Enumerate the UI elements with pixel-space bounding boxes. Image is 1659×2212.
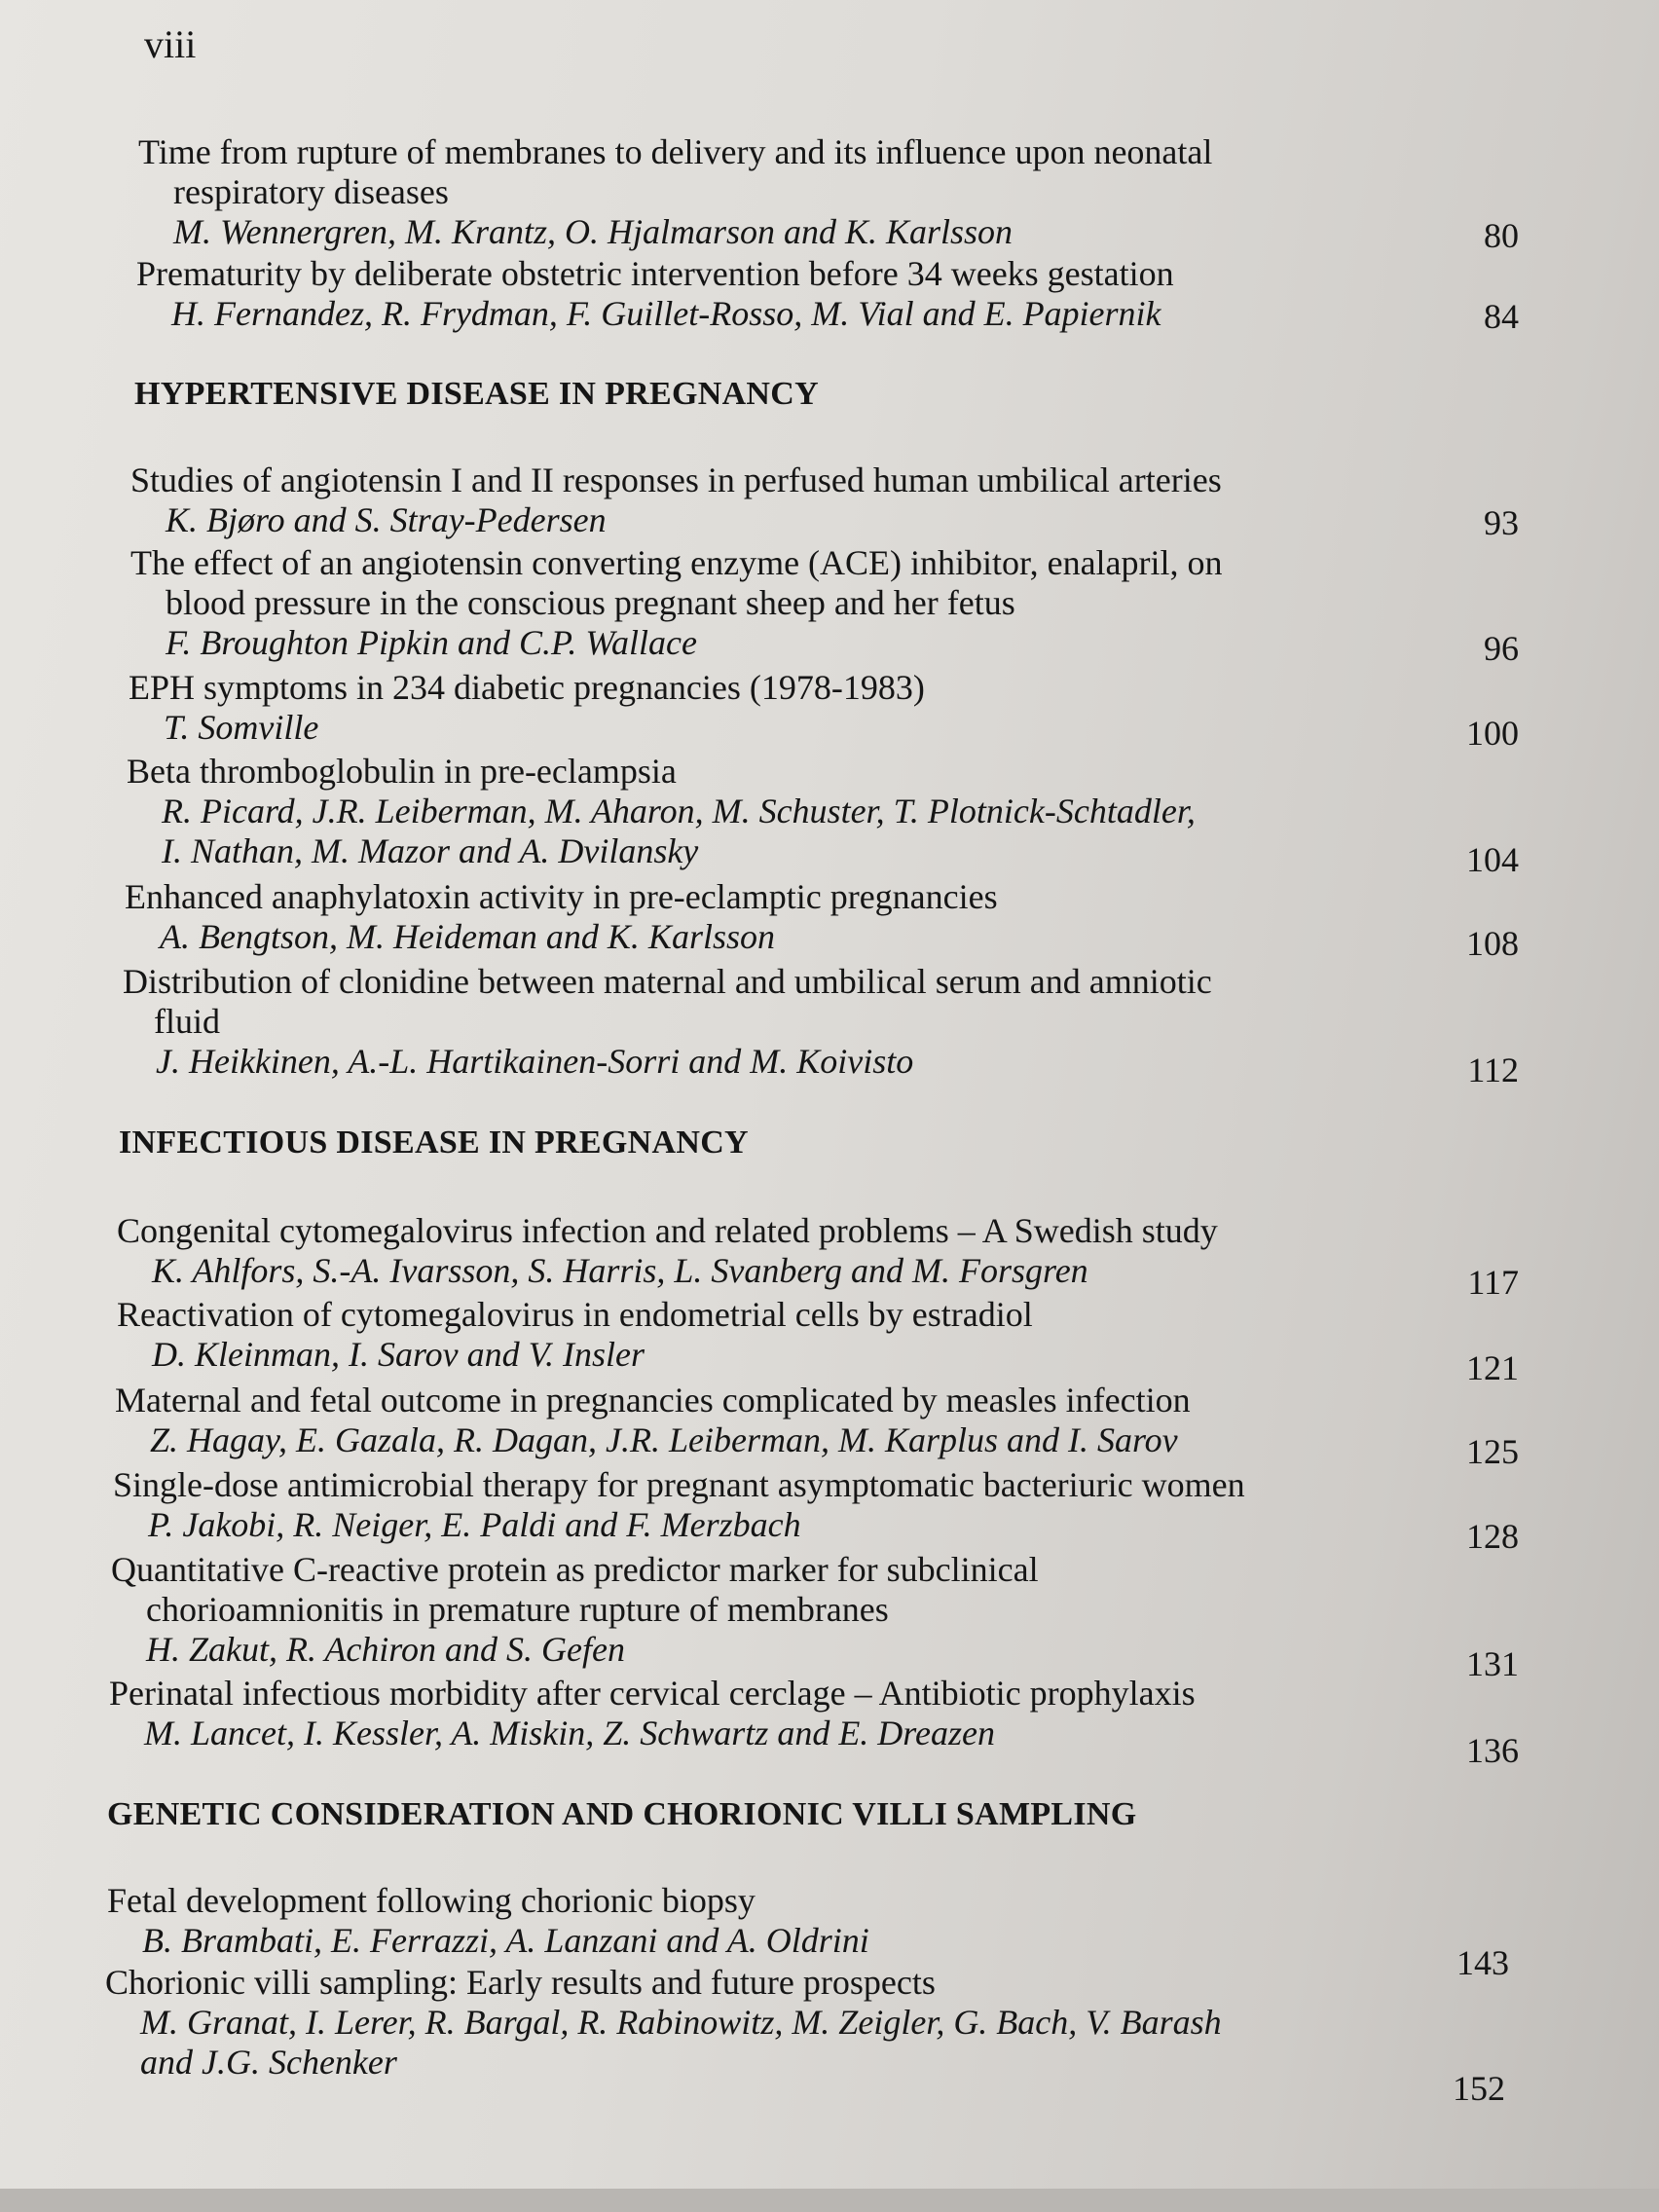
entry-title: Distribution of clonidine between maternal and umbilical serum and amniotic fluid: [123, 962, 1212, 1041]
section-heading: INFECTIOUS DISEASE IN PREGNANCY: [119, 1124, 749, 1161]
page-bottom-edge: [0, 2189, 1659, 2212]
toc-entry: [123, 962, 1212, 1082]
toc-entry: [130, 461, 1222, 540]
entry-page-number: 143: [1456, 1943, 1509, 1982]
entry-title: Time from rupture of membranes to delivery and its influence upon neonatal respiratory diseases: [138, 132, 1213, 211]
entry-authors: K. Ahlfors, S.-A. Ivarsson, S. Harris, L. Svanberg and M. Forsgren: [152, 1251, 1088, 1290]
entry-authors: H. Fernandez, R. Frydman, F. Guillet-Rosso, M. Vial and E. Papiernik: [171, 294, 1161, 333]
entry-title: Fetal development following chorionic biopsy: [107, 1881, 756, 1920]
entry-page-number: 112: [1467, 1051, 1519, 1089]
entry-page-number: 104: [1466, 840, 1519, 879]
entry-title: Congenital cytomegalovirus infection and related problems – A Swedish study: [117, 1211, 1218, 1250]
entry-page-number: 96: [1484, 629, 1519, 668]
entry-page-number: 108: [1466, 924, 1519, 963]
entry-title: Maternal and fetal outcome in pregnancies complicated by measles infection: [115, 1381, 1191, 1419]
entry-authors: T. Somville: [164, 708, 319, 747]
entry-authors: A. Bengtson, M. Heideman and K. Karlsson: [160, 917, 775, 956]
entry-title: Prematurity by deliberate obstetric intervention before 34 weeks gestation: [136, 254, 1174, 293]
entry-title: The effect of an angiotensin converting enzyme (ACE) inhibitor, enalapril, on blood pressure in the conscious pregnant sheep and her fetus: [130, 543, 1223, 622]
toc-entry: [136, 254, 1174, 334]
entry-page-number: 125: [1466, 1432, 1519, 1471]
entry-page-number: 131: [1466, 1644, 1519, 1683]
entry-page-number: 93: [1484, 503, 1519, 542]
entry-title: Reactivation of cytomegalovirus in endometrial cells by estradiol: [117, 1295, 1033, 1334]
toc-entry: [117, 1295, 1033, 1375]
entry-page-number: 100: [1466, 714, 1519, 753]
entry-page-number: 121: [1466, 1348, 1519, 1387]
entry-authors: M. Lancet, I. Kessler, A. Miskin, Z. Schwartz and E. Dreazen: [144, 1714, 995, 1752]
toc-entry: [127, 752, 1196, 871]
entry-authors: Z. Hagay, E. Gazala, R. Dagan, J.R. Leiberman, M. Karplus and I. Sarov: [150, 1420, 1178, 1459]
entry-title: EPH symptoms in 234 diabetic pregnancies (1978-1983): [129, 668, 925, 707]
entry-title: Enhanced anaphylatoxin activity in pre-eclamptic pregnancies: [125, 877, 998, 916]
entry-page-number: 152: [1453, 2069, 1505, 2108]
entry-page-number: 128: [1466, 1517, 1519, 1556]
entry-authors: D. Kleinman, I. Sarov and V. Insler: [152, 1335, 645, 1374]
entry-authors: B. Brambati, E. Ferrazzi, A. Lanzani and A. Oldrini: [142, 1921, 869, 1960]
toc-entry: [125, 877, 998, 957]
toc-entry: [113, 1465, 1245, 1545]
entry-authors: M. Wennergren, M. Krantz, O. Hjalmarson and K. Karlsson: [173, 212, 1014, 251]
entry-page-number: 117: [1467, 1263, 1519, 1302]
toc-entry: [107, 1881, 869, 1961]
entry-title: Studies of angiotensin I and II responses in perfused human umbilical arteries: [130, 461, 1222, 499]
entry-page-number: 136: [1466, 1731, 1519, 1770]
toc-entry: [130, 543, 1223, 663]
toc-entry: [115, 1381, 1191, 1460]
toc-entry: [138, 132, 1212, 252]
entry-authors: K. Bjøro and S. Stray-Pedersen: [166, 500, 607, 539]
entry-page-number: 80: [1484, 216, 1519, 255]
toc-entry: [111, 1550, 1039, 1670]
entry-title: Perinatal infectious morbidity after cervical cerclage – Antibiotic prophylaxis: [109, 1674, 1196, 1713]
entry-title: Quantitative C-reactive protein as predictor marker for subclinical chorioamnionitis in premature rupture of membranes: [111, 1550, 1039, 1629]
entry-title: Single-dose antimicrobial therapy for pregnant asymptomatic bacteriuric women: [113, 1465, 1245, 1504]
entry-authors: J. Heikkinen, A.-L. Hartikainen-Sorri and M. Koivisto: [156, 1042, 914, 1081]
page-number: viii: [144, 22, 197, 66]
entry-title: Chorionic villi sampling: Early results and future prospects: [105, 1963, 936, 2002]
entry-authors: F. Broughton Pipkin and C.P. Wallace: [166, 623, 697, 662]
toc-entry: [129, 668, 925, 748]
entry-authors: R. Picard, J.R. Leiberman, M. Aharon, M. Schuster, T. Plotnick-Schtadler, I. Nathan, M. Mazor and A. Dvilansky: [162, 792, 1196, 870]
section-heading: GENETIC CONSIDERATION AND CHORIONIC VILLI SAMPLING: [107, 1796, 1137, 1832]
section-heading: HYPERTENSIVE DISEASE IN PREGNANCY: [134, 376, 819, 412]
toc-entry: [109, 1674, 1196, 1753]
entry-title: Beta thromboglobulin in pre-eclampsia: [127, 752, 677, 791]
toc-entry: [117, 1211, 1218, 1291]
entry-page-number: 84: [1484, 297, 1519, 336]
toc-entry: [105, 1963, 1222, 2083]
entry-authors: P. Jakobi, R. Neiger, E. Paldi and F. Merzbach: [148, 1505, 801, 1544]
entry-authors: M. Granat, I. Lerer, R. Bargal, R. Rabinowitz, M. Zeigler, G. Bach, V. Barash and J.G. Schenker: [140, 2003, 1222, 2082]
entry-authors: H. Zakut, R. Achiron and S. Gefen: [146, 1630, 625, 1669]
